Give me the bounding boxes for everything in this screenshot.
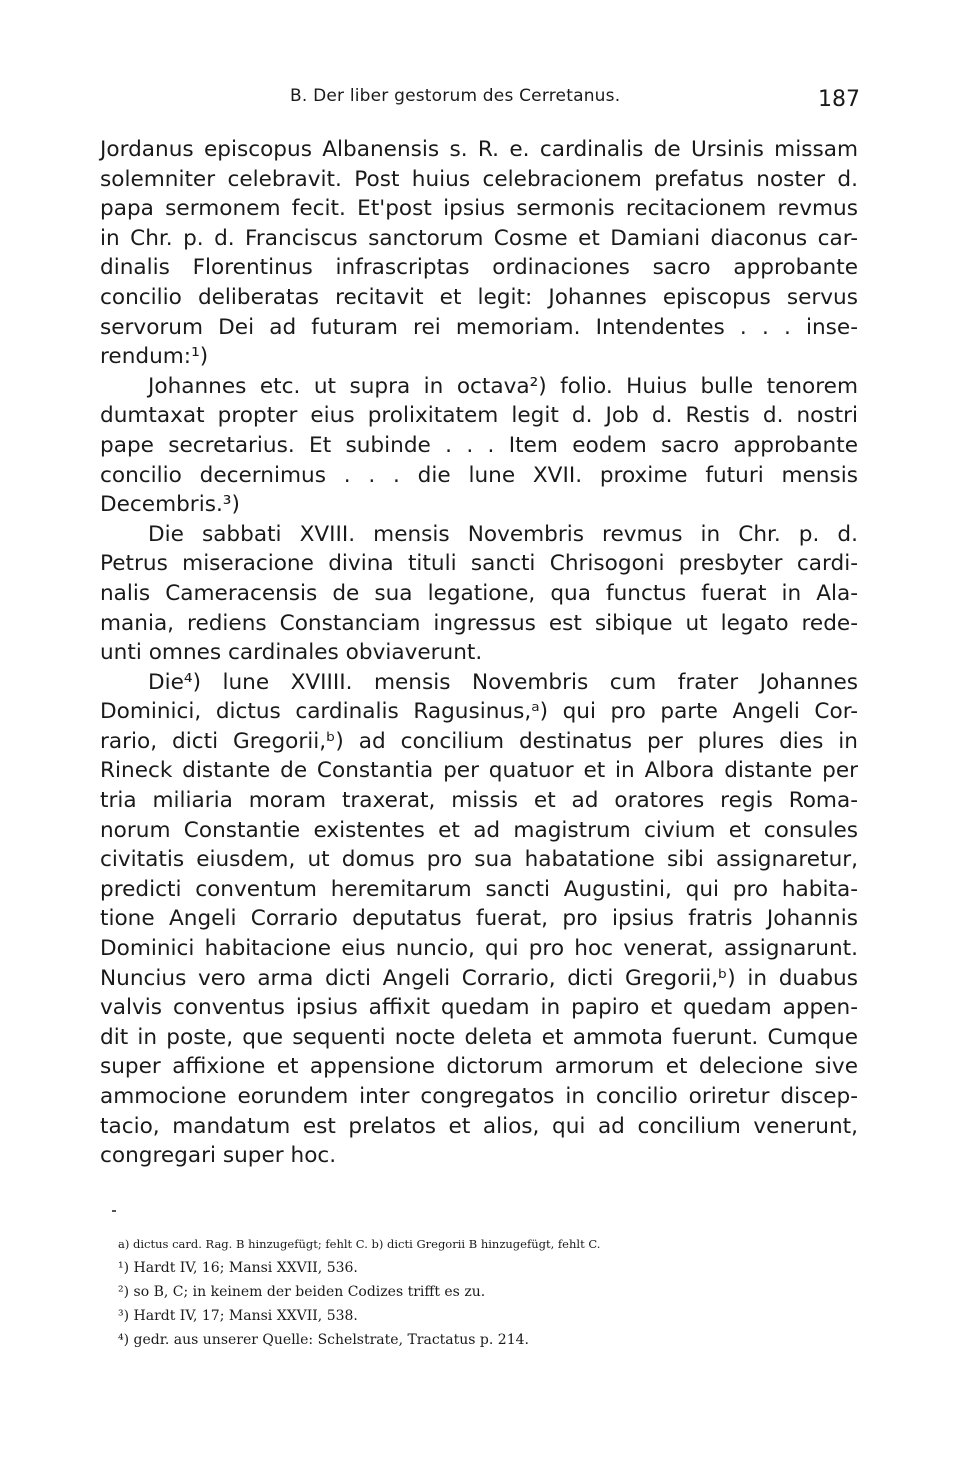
body-line: Die⁴) lune XVIIII. mensis Novembris cum frater Johannes xyxy=(148,669,858,695)
body-line: Johannes etc. ut supra in octava²) folio. Huius bulle tenorem xyxy=(148,373,858,399)
body-line: dumtaxat propter eius prolixitatem legit d. Job d. Restis d. nostri xyxy=(100,403,858,429)
body-line: tione Angeli Corrario deputatus fuerat, pro ipsius fratris Johannis xyxy=(100,906,858,932)
body-line: solemniter celebravit. Post huius celebracionem prefatus noster d. xyxy=(100,166,858,192)
body-line: Petrus miseracione divina tituli sancti Chrisogoni presbyter cardi- xyxy=(100,551,858,577)
body-line: dit in poste, que sequenti nocte deleta et ammota fuerunt. Cumque xyxy=(100,1024,858,1050)
body-line: in Chr. p. d. Franciscus sanctorum Cosme et Damiani diaconus car- xyxy=(100,225,858,251)
page-number: 187 xyxy=(818,87,860,112)
body-line: mania, rediens Constanciam ingressus est sibique ut legato rede- xyxy=(100,610,858,636)
body-line: Nuncius vero arma dicti Angeli Corrario, dicti Gregorii,ᵇ) in duabus xyxy=(100,965,858,991)
body-line: valvis conventus ipsius affixit quedam in papiro et quedam appen- xyxy=(100,995,858,1021)
body-line: ammocione eorundem inter congregatos in concilio oriretur discep- xyxy=(100,1084,858,1109)
body-line: super affixione et appensione dictorum armorum et delecione sive xyxy=(100,1054,858,1080)
body-line: pape secretarius. Et subinde . . . Item eodem sacro approbante xyxy=(100,432,858,458)
body-line: tacio, mandatum est prelatos et alios, qui ad concilium venerunt, xyxy=(100,1113,858,1139)
body-line: congregari super hoc. xyxy=(100,1143,337,1169)
body-line: Rineck distante de Constantia per quatuor et in Albora distante per xyxy=(100,758,858,784)
body-line: tria miliaria moram traxerat, missis et ad oratores regis Roma- xyxy=(100,788,858,814)
body-line: nalis Cameracensis de sua legatione, qua functus fuerat in Ala- xyxy=(100,580,858,606)
body-line: dinalis Florentinus infrascriptas ordinaciones sacro approbante xyxy=(100,255,858,281)
footnote: ³) Hardt IV, 17; Mansi XXVII, 538. xyxy=(118,1308,358,1324)
body-line: papa sermonem fecit. Et'post ipsius sermonis recitacionem revmus xyxy=(100,196,858,222)
body-line: concilio deliberatas recitavit et legit: Johannes episcopus servus xyxy=(100,284,858,310)
body-line: rario, dicti Gregorii,ᵇ) ad concilium destinatus per plures dies in xyxy=(100,728,858,754)
body-line: Die sabbati XVIII. mensis Novembris revmus in Chr. p. d. xyxy=(148,521,858,547)
body-line: Dominici habitacione eius nuncio, qui pro hoc venerat, assignarunt. xyxy=(100,936,858,962)
footnote-critical: a) dictus card. Rag. B hinzugefügt; fehlt C. b) dicti Gregorii B hinzugefügt, fehlt C. xyxy=(118,1237,601,1251)
running-head: B. Der liber gestorum des Cerretanus. xyxy=(290,86,621,106)
body-line: Decembris.³) xyxy=(100,492,240,518)
body-line: rendum:¹) xyxy=(100,344,209,370)
footnotes xyxy=(118,1232,838,1352)
body-line: unti omnes cardinales obviaverunt. xyxy=(100,640,483,666)
body-line: civitatis eiusdem, ut domus pro sua habatatione sibi assignaretur, xyxy=(100,847,858,873)
footnote: ⁴) gedr. aus unserer Quelle: Schelstrate, Tractatus p. 214. xyxy=(118,1332,529,1348)
body-line: Dominici, dictus cardinalis Ragusinus,ᵃ) qui pro parte Angeli Cor- xyxy=(100,699,858,725)
body-line: predicti conventum heremitarum sancti Augustini, qui pro habita- xyxy=(100,876,858,902)
footnote: ¹) Hardt IV, 16; Mansi XXVII, 536. xyxy=(118,1260,358,1276)
body-line: servorum Dei ad futuram rei memoriam. Intendentes . . . inse- xyxy=(100,314,858,340)
footnote-separator xyxy=(112,1210,116,1212)
body-line: norum Constantie existentes et ad magistrum civium et consules xyxy=(100,817,858,843)
body-text xyxy=(100,135,858,1171)
body-line: Jordanus episcopus Albanensis s. R. e. cardinalis de Ursinis missam xyxy=(100,137,858,162)
body-line: concilio decernimus . . . die lune XVII. proxime futuri mensis xyxy=(100,462,858,488)
footnote: ²) so B, C; in keinem der beiden Codizes trifft es zu. xyxy=(118,1284,486,1300)
